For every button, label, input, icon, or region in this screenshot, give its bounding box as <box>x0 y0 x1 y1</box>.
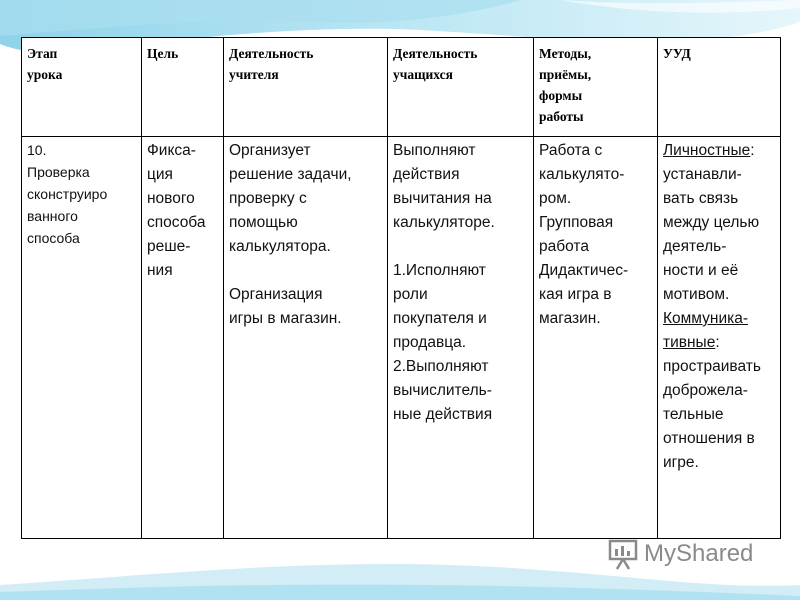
cell-teacher-activity: Организует решение задачи, проверку с помощью калькулятора. Организация игры в магазин. <box>224 137 388 539</box>
myshared-watermark <box>606 537 753 571</box>
lesson-plan-table <box>21 37 781 539</box>
header-teacher-activity: Деятельность учителя <box>224 38 388 137</box>
uud-personal-text: устанавли- вать связь между целью деятель- ности и её мотивом. <box>663 166 760 303</box>
cell-goal: Фикса- ция нового способа реше- ния <box>142 137 224 539</box>
uud-communicative-text: простраивать доброжела- тельные отношения в игре. <box>663 358 761 471</box>
uud-personal-label: Личностные <box>663 142 751 159</box>
cell-methods: Работа с калькулято- ром. Групповая работа Дидактичес- кая игра в магазин. <box>534 137 658 539</box>
header-uud: УУД <box>658 38 781 137</box>
header-goal: Цель <box>142 38 224 137</box>
watermark-text: MyShared <box>644 540 754 567</box>
header-student-activity: Деятельность учащихся <box>388 38 534 137</box>
uud-communicative-label: Коммуника- тивные <box>663 310 749 351</box>
table-row <box>22 137 781 539</box>
cell-stage: 10. Проверка сконструиро ванного способа <box>22 137 142 539</box>
header-stage: Этап урока <box>22 38 142 137</box>
table-header-row <box>22 38 781 137</box>
cell-student-activity: Выполняют действия вычитания на калькуляторе. 1.Исполняют роли покупателя и продавца. 2.Выполняют вычислитель- ные действия <box>388 137 534 539</box>
header-methods: Методы, приёмы, формы работы <box>534 38 658 137</box>
presentation-board-icon <box>606 537 640 571</box>
uud-personal-colon: : <box>750 142 755 159</box>
cell-uud <box>658 137 781 539</box>
uud-communicative-colon: : <box>715 334 720 351</box>
